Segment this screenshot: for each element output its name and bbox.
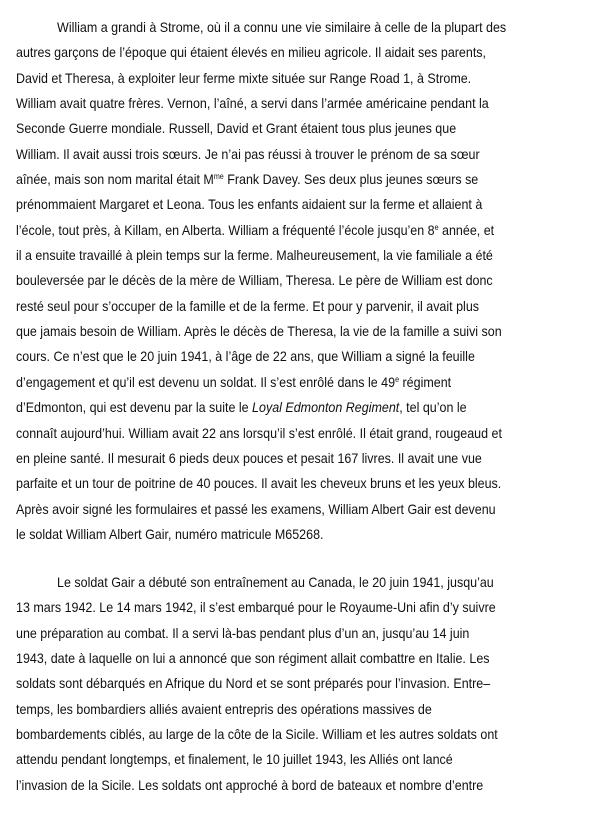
text-segment: cours. Ce n’est que le 20 juin 1941, à l’âge de 22 ans, que William a signé la feuille — [16, 348, 475, 365]
text-line — [16, 646, 551, 671]
text-segment: soldats sont débarqués en Afrique du Nord et se sont préparés pour l’invasion. Entre– — [16, 675, 491, 692]
text-line — [16, 497, 551, 522]
text-segment: connaît aujourd’hui. William avait 22 ans lorsqu’il s’est enrôlé. Il était grand, rougeaud et — [16, 424, 502, 441]
text-line — [16, 722, 551, 747]
text-line — [16, 773, 551, 798]
text-segment: Après avoir signé les formulaires et passé les examens, William Albert Gair est devenu — [16, 500, 496, 517]
text-line — [16, 421, 551, 446]
text-line — [16, 697, 551, 722]
text-line — [16, 621, 551, 646]
text-line — [16, 218, 551, 243]
text-segment: 13 mars 1942. Le 14 mars 1942, il s’est embarqué pour le Royaume-Uni afin d’y suivre — [16, 599, 496, 616]
text-line — [16, 370, 551, 395]
text-line — [16, 66, 551, 91]
text-segment: bombardements ciblés, au large de la côte de la Sicile. William et les autres soldats ont — [16, 726, 498, 743]
text-segment: David et Theresa, à exploiter leur ferme mixte située sur Range Road 1, à Strome. — [16, 69, 472, 86]
text-segment: Seconde Guerre mondiale. Russell, David et Grant étaient tous plus jeunes que — [16, 120, 457, 137]
superscript: e — [434, 222, 439, 232]
text-segment: William a grandi à Strome, où il a connu une vie similaire à celle de la plupart des — [57, 19, 507, 35]
text-segment: 1943, date à laquelle on lui a annoncé que son régiment allait combattre en Italie. Les — [16, 650, 490, 667]
text-segment: il a ensuite travaillé à plein temps sur la ferme. Malheureusement, la vie familiale a été — [16, 247, 493, 264]
text-segment: , tel qu’on le — [399, 399, 467, 416]
text-segment: Le soldat Gair a débuté son entraînement au Canada, le 20 juin 1941, jusqu’au — [57, 574, 494, 590]
text-line — [16, 522, 551, 547]
text-segment: d’Edmonton, qui est devenu par la suite le — [16, 399, 253, 416]
text-segment: le soldat William Albert Gair, numéro matricule M65268. — [16, 525, 324, 542]
text-segment: William. Il avait aussi trois sœurs. Je n’ai pas réussi à trouver le prénom de sa sœur — [16, 145, 480, 162]
text-segment: année, et — [438, 221, 495, 238]
text-segment: que jamais besoin de William. Après le décès de Theresa, la vie de la famille a suivi son — [16, 323, 502, 340]
text-line — [16, 243, 551, 268]
paragraph-childhood — [16, 15, 613, 547]
text-line — [16, 40, 551, 65]
text-line — [16, 167, 551, 192]
text-segment: régiment — [399, 373, 452, 390]
text-line — [16, 294, 551, 319]
paragraph-training — [16, 570, 613, 798]
text-line — [16, 471, 551, 496]
superscript: e — [395, 374, 400, 384]
text-segment: en pleine santé. Il mesurait 6 pieds deux pouces et pesait 167 livres. Il avait une vue — [16, 449, 482, 466]
text-line — [16, 570, 551, 595]
text-line — [16, 15, 551, 40]
text-line — [16, 747, 551, 772]
text-line — [16, 446, 551, 471]
text-line — [16, 268, 551, 293]
text-segment: temps, les bombardiers alliés avaient entrepris des opérations massives de — [16, 700, 432, 717]
text-segment: William avait quatre frères. Vernon, l’aîné, a servi dans l’armée américaine pendant la — [16, 95, 489, 112]
text-segment: une préparation au combat. Il a servi là-bas pendant plus d’un an, jusqu’au 14 juin — [16, 624, 470, 641]
text-line — [16, 395, 551, 420]
text-line — [16, 671, 551, 696]
text-line — [16, 142, 551, 167]
text-segment: l’invasion de la Sicile. Les soldats ont approché à bord de bateaux et nombre d’entre — [16, 776, 484, 793]
text-segment: bouleversée par le décès de la mère de William, Theresa. Le père de William est donc — [16, 272, 493, 289]
text-segment: resté seul pour s’occuper de la famille et de la ferme. Et pour y parvenir, il avait plus — [16, 297, 480, 314]
text-segment: parfaite et un tour de poitrine de 40 pouces. Il avait les cheveux bruns et les yeux bleus. — [16, 475, 502, 492]
text-segment: autres garçons de l’époque qui étaient élevés en milieu agricole. Il aidait ses parents, — [16, 44, 486, 61]
text-line — [16, 192, 551, 217]
text-segment: attendu pendant longtemps, et finalement, le 10 juillet 1943, les Alliés ont lancé — [16, 751, 453, 768]
text-segment: prénommaient Margaret et Leona. Tous les enfants aidaient sur la ferme et allaient à — [16, 196, 483, 213]
italic-title: Loyal Edmonton Regiment — [252, 399, 400, 416]
text-line — [16, 344, 551, 369]
text-line — [16, 116, 551, 141]
text-line — [16, 319, 551, 344]
text-line — [16, 595, 551, 620]
text-line — [16, 91, 551, 116]
text-segment: aînée, mais son nom marital était M — [16, 171, 214, 188]
text-segment: l’école, tout près, à Killam, en Alberta. William a fréquenté l’école jusqu’en 8 — [16, 221, 435, 238]
superscript: me — [213, 172, 224, 182]
text-segment: Frank Davey. Ses deux plus jeunes sœurs se — [223, 171, 479, 188]
text-segment: d’engagement et qu’il est devenu un soldat. Il s’est enrôlé dans le 49 — [16, 373, 396, 390]
